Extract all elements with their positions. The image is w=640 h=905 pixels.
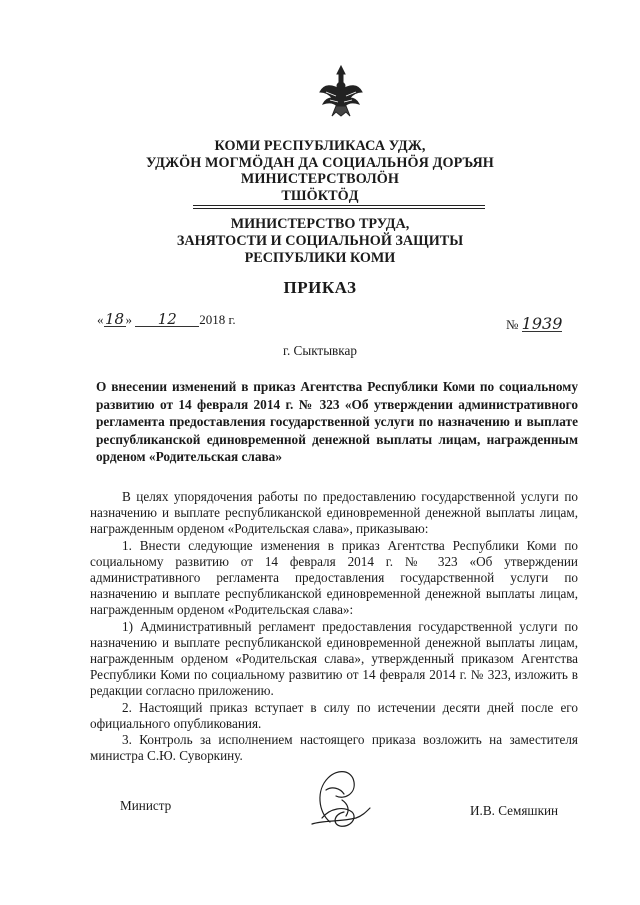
ministry-header — [0, 216, 640, 267]
body-paragraph-item2: 2. Настоящий приказ вступает в силу по истечении десяти дней после его официального опубликования. — [90, 699, 578, 731]
date-month: 12 — [135, 312, 199, 327]
komi-header-line: УДЖӦН МОГМӦДАН ДА СОЦИАЛЬНӦЯ ДОРЪЯН — [146, 154, 494, 171]
body-paragraph-intro: В целях упорядочения работы по предоставлению государственной услуги по назначению и выплате республиканской единовременной денежной выплаты лицам, награжденным орденом «Родительская слава», приказываю: — [90, 489, 578, 537]
body-paragraph-item3: 3. Контроль за исполнением настоящего приказа возложить на заместителя министра С.Ю. Суворкину. — [90, 732, 578, 764]
order-number-value: 1939 — [521, 314, 563, 333]
header-divider — [193, 208, 485, 209]
body-paragraph-item1-1: 1) Административный регламент предоставления государственной услуги по назначению и выплате республиканской единовременной денежной выплаты лицам, награжденным орденом «Родительская слава», утвержденный приказом Агентства Республики Коми по социальному развитию от 14 февраля 2014 г. № 323, изложить в редакции согласно приложению. — [90, 618, 578, 699]
date-year: 2018 г. — [199, 312, 236, 327]
date-close-quote: » — [125, 312, 132, 327]
komi-header-line: ТШӦКТӦД — [281, 187, 359, 204]
order-number-label: № — [506, 317, 519, 332]
komi-header-line: КОМИ РЕСПУБЛИКАСА УДЖ, — [214, 138, 426, 154]
order-subject: О внесении изменений в приказ Агентства Республики Коми по социальному развитию от 14 февраля 2014 г. № 323 «Об утверждении административного регламента предоставления государственной услуги по назначению и выплате республиканской единовременной денежной выплаты лицам, награжденным орденом «Родительская слава» — [96, 379, 578, 464]
document-type-title: ПРИКАЗ — [283, 278, 357, 297]
date-day: 18 — [104, 310, 125, 328]
order-body — [90, 489, 578, 764]
order-number — [506, 316, 562, 333]
city-line: г. Сыктывкар — [283, 343, 357, 358]
header-divider — [193, 205, 485, 206]
komi-header — [0, 138, 640, 204]
body-paragraph-item1: 1. Внести следующие изменения в приказ Агентства Республики Коми по социальному развитию от 14 февраля 2014 г. № 323 «Об утверждении административного регламента предоставления государственной услуги по назначению и выплате республиканской единовременной денежной выплаты лицам, награжденным орденом «Родительская слава»: — [90, 537, 578, 618]
komi-header-line: МИНИСТЕРСТВОЛӦН — [240, 171, 400, 187]
signatory-name: И.В. Семяшкин — [470, 803, 559, 818]
ministry-header-line: ЗАНЯТОСТИ И СОЦИАЛЬНОЙ ЗАЩИТЫ — [176, 233, 464, 249]
ministry-header-line: РЕСПУБЛИКИ КОМИ — [244, 250, 396, 266]
date-open-quote: « — [97, 312, 104, 327]
handwritten-signature — [300, 760, 380, 835]
order-date — [97, 312, 236, 328]
coat-of-arms-emblem — [316, 62, 366, 118]
ministry-header-line: МИНИСТЕРСТВО ТРУДА, — [230, 216, 410, 232]
signatory-position: Министр — [120, 798, 172, 813]
